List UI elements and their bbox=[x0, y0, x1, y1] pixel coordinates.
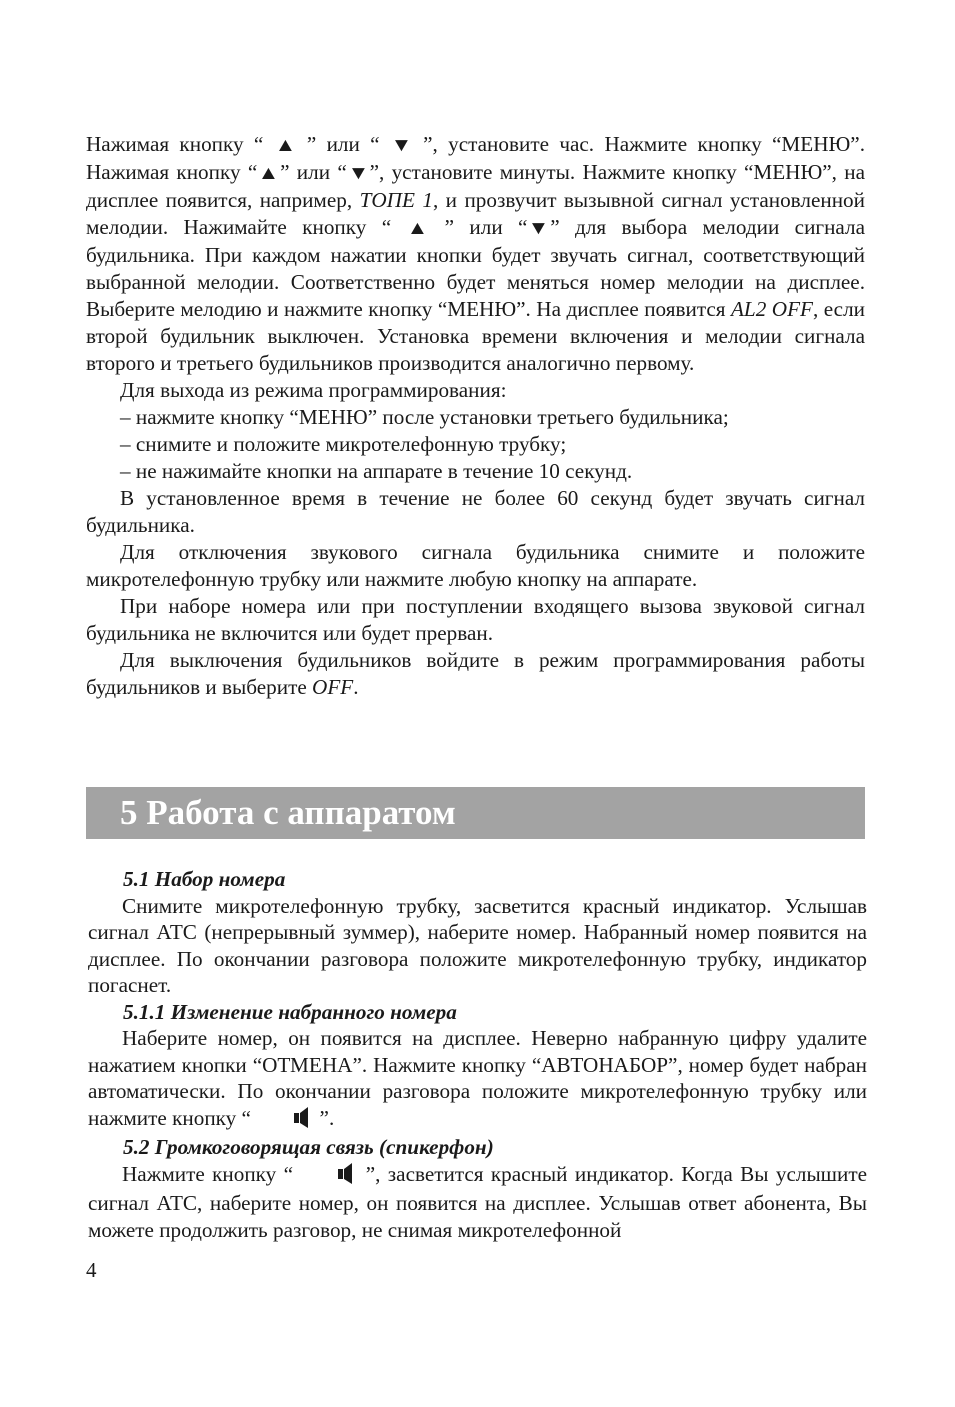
subsection-5-2-text: Нажмите кнопку “ ”, засветится красный индикатор. Когда Вы услышите сигнал АТС, наберите номер, он появится на дисплее. Услышав ответ абонента, Вы можете продолжить разговор, не снимая микротелефонной bbox=[88, 1161, 867, 1242]
triangle-up-icon: ▲ bbox=[257, 163, 280, 184]
exit-option-2: – снимите и положите микротелефонную трубку; bbox=[120, 432, 567, 456]
triangle-up-icon: ▲ bbox=[274, 135, 296, 156]
subsection-title-5-1-1: 5.1.1 Изменение набранного номера bbox=[123, 999, 457, 1024]
alarm-time-paragraph: В установленное время в течение не более 60 секунд будет звучать сигнал будильника. bbox=[86, 486, 865, 537]
page-number: 4 bbox=[86, 1258, 97, 1282]
exit-option-3: – не нажимайте кнопки на аппарате в течение 10 секунд. bbox=[120, 459, 633, 483]
section-5-body bbox=[88, 866, 867, 1243]
triangle-down-icon: ▼ bbox=[347, 163, 369, 184]
alarm-stop-paragraph: Для отключения звукового сигнала будильника снимите и положите микротелефонную трубку или нажмите любую кнопку на аппарате. bbox=[86, 540, 865, 591]
section-heading: 5 Работа с аппаратом bbox=[120, 793, 456, 832]
subsection-title-5-2: 5.2 Громкоговорящая связь (спикерфон) bbox=[123, 1135, 494, 1159]
subsection-5-1-1-text: Наберите номер, он появится на дисплее. Неверно набранную цифру удалите нажатием кнопки “ОТМЕНА”. Нажмите кнопку “АВТОНАБОР”, номер будет набран автоматически. По окончании разговора положите микротелефонную трубку или нажмите кнопку “ ”. bbox=[88, 1025, 867, 1134]
triangle-up-icon: ▲ bbox=[407, 218, 429, 239]
exit-mode-paragraph: Для выхода из режима программирования: bbox=[120, 378, 507, 402]
speaker-icon bbox=[258, 1106, 312, 1135]
alarm-interrupt-paragraph: При наборе номера или при поступлении входящего вызова звуковой сигнал будильника не включится или будет прерван. bbox=[86, 594, 865, 645]
triangle-down-icon: ▼ bbox=[528, 218, 550, 239]
top-text-block bbox=[86, 131, 865, 701]
speaker-icon bbox=[302, 1162, 356, 1191]
alarm-setup-paragraph: Нажимая кнопку “ ▲ ” или “ ▼ ”, установите час. Нажмите кнопку “МЕНЮ”. Нажимая кнопку “▲” или “▼”, установите минуты. Нажмите кнопку “МЕНЮ”, на дисплее появится, например, ТОПЕ 1, и прозвучит вызывной сигнал установленной мелодии. Нажимайте кнопку “ ▲ ” или “▼” для выбора мелодии сигнала будильника. При каждом нажатии кнопки будет звучать сигнал, соответствующий выбранной мелодии. Соответственно будет меняться номер мелодии на дисплее. Выберите мелодию и нажмите кнопку “МЕНЮ”. На дисплее появится AL2 OFF, если второй будильник выключен. Установка времени включения и мелодии сигнала второго и третьего будильников производится аналогично первому. bbox=[86, 132, 866, 375]
alarm-off-paragraph: Для выключения будильников войдите в режим программирования работы будильников и выберите OFF. bbox=[86, 648, 865, 699]
subsection-title-5-1: 5.1 Набор номера bbox=[123, 867, 286, 891]
exit-option-1: – нажмите кнопку “МЕНЮ” после установки третьего будильника; bbox=[120, 405, 729, 429]
triangle-down-icon: ▼ bbox=[390, 135, 413, 156]
subsection-5-1-text: Снимите микротелефонную трубку, засветится красный индикатор. Услышав сигнал АТС (непрерывный зуммер), наберите номер. Набранный номер появится на дисплее. По окончании разговора положите микротелефонную трубку, индикатор погаснет. bbox=[88, 893, 867, 997]
